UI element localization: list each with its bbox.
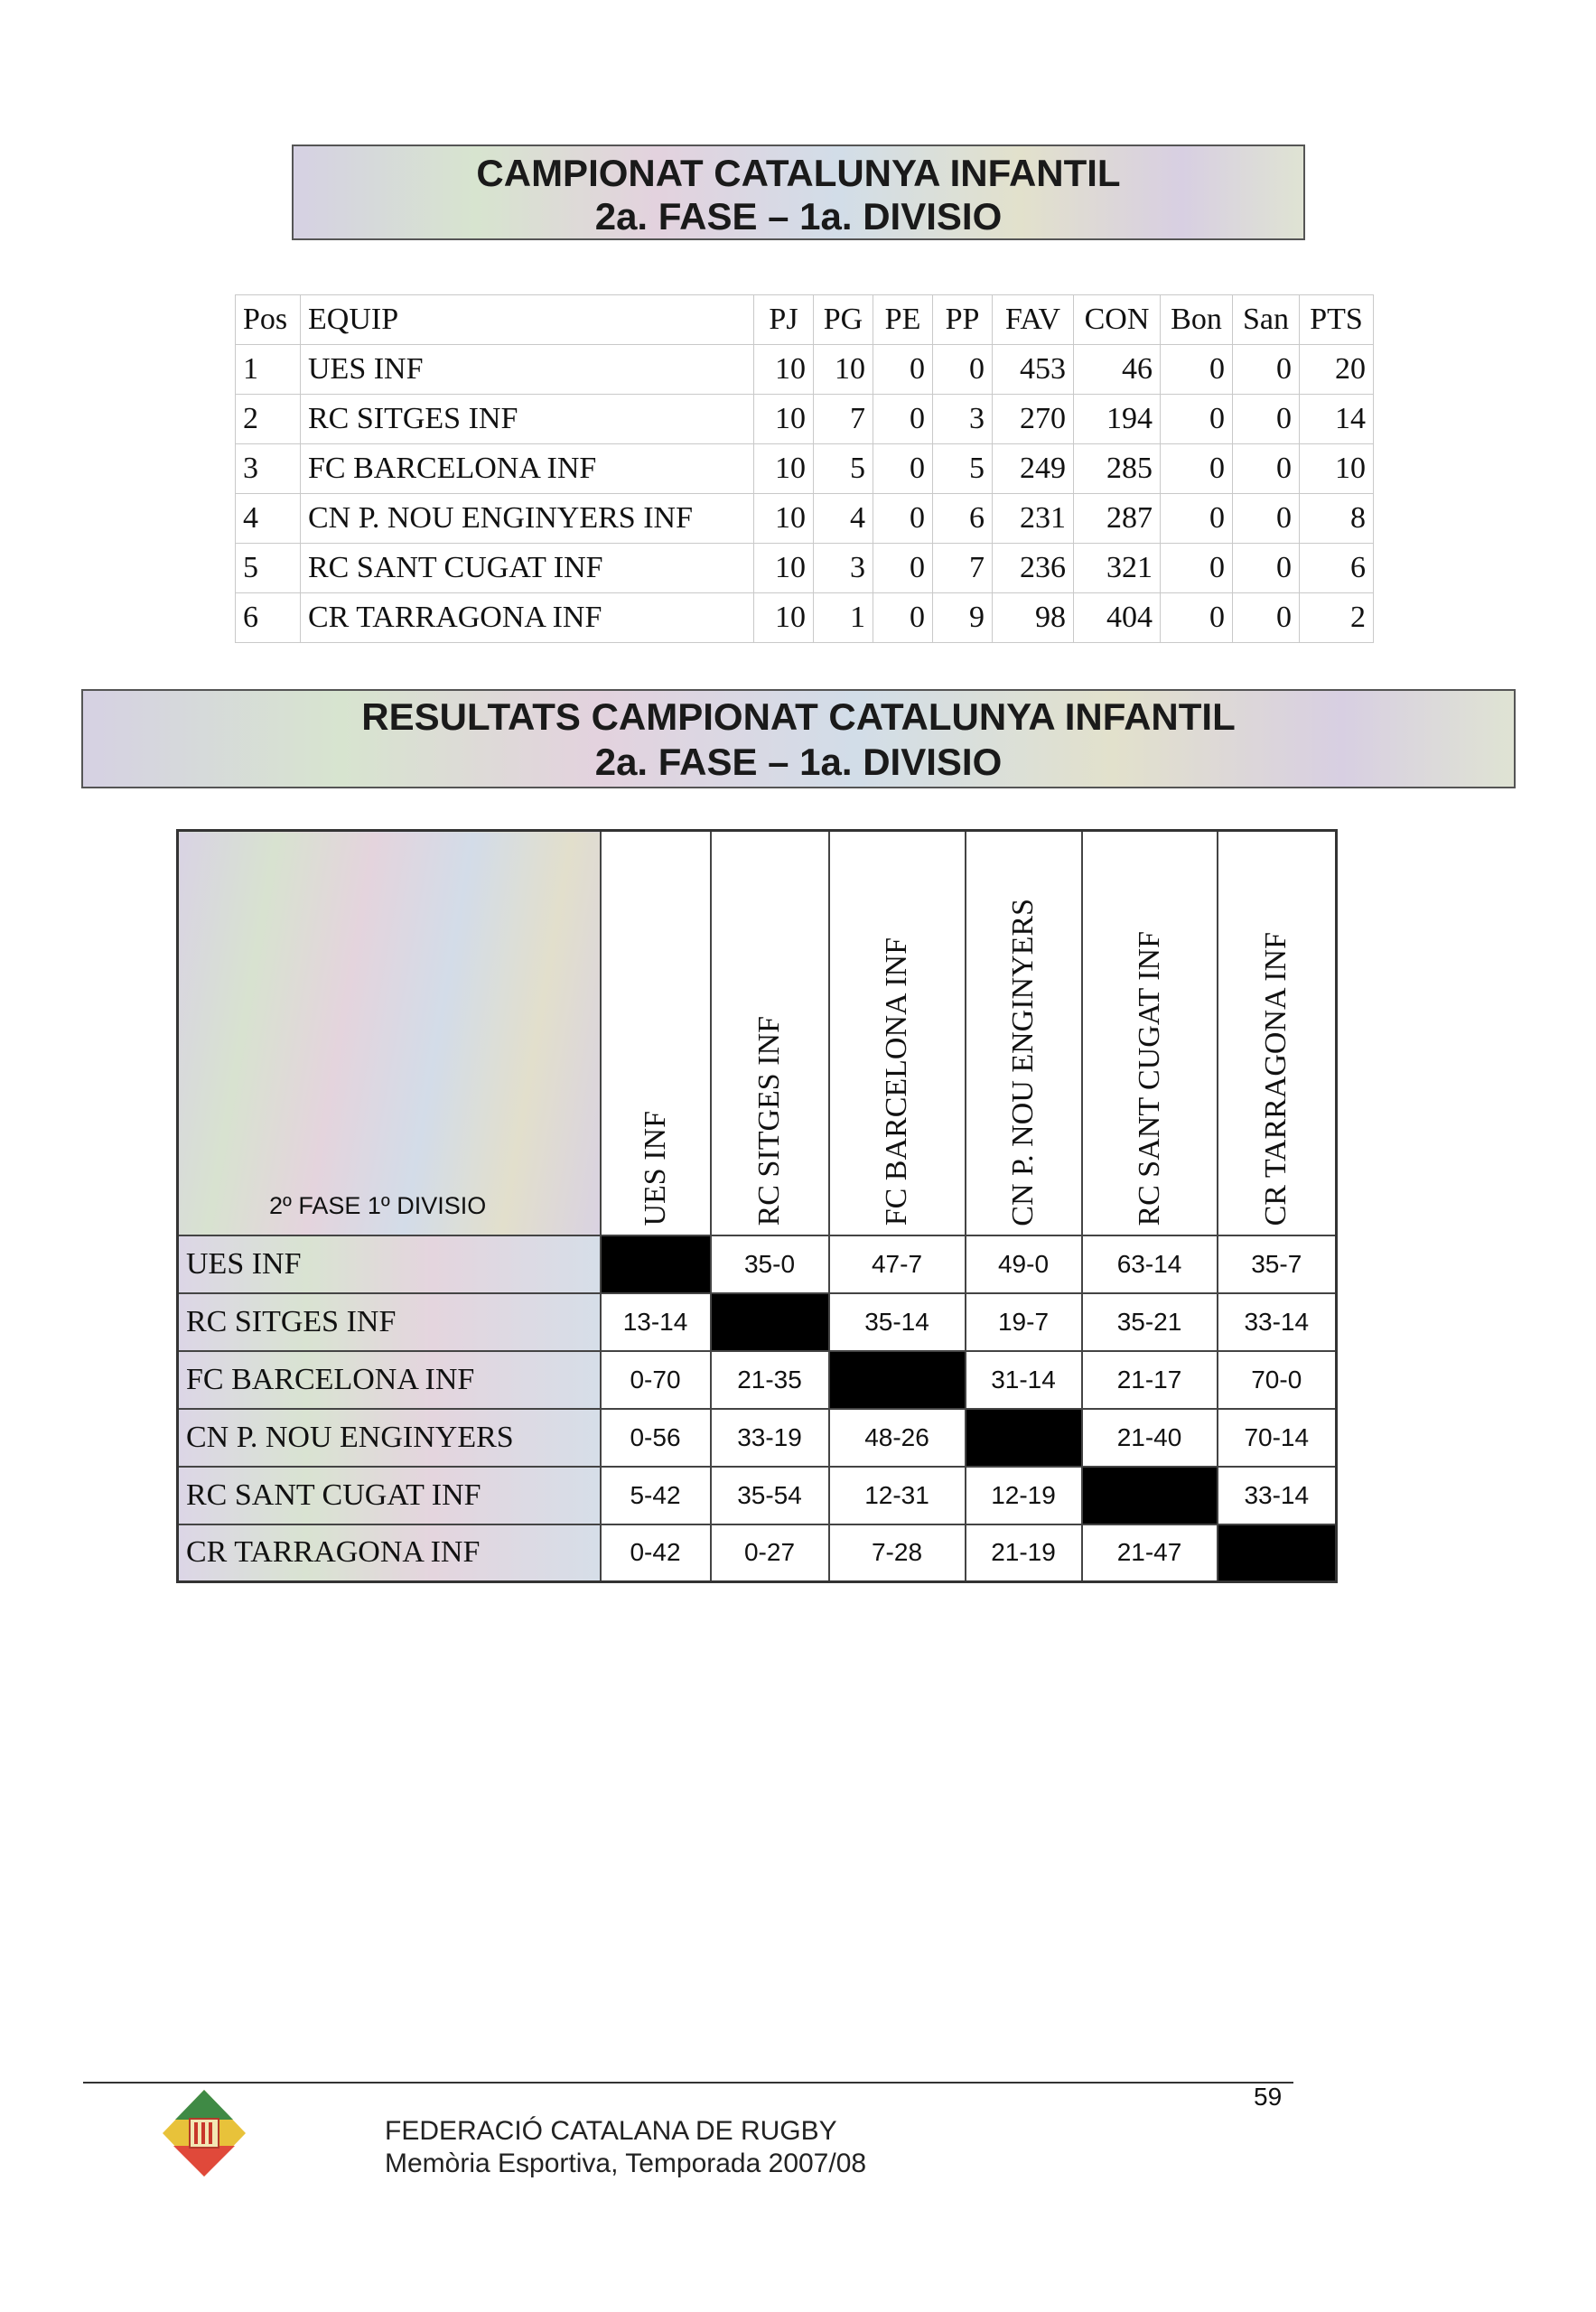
fav-cell: 270 — [993, 395, 1074, 444]
san-cell: 0 — [1233, 444, 1300, 494]
column-header — [1082, 831, 1218, 1235]
score-cell: 70-0 — [1218, 1351, 1337, 1409]
pos-cell: 3 — [236, 444, 301, 494]
header-pts: PTS — [1300, 295, 1374, 345]
pe-cell: 0 — [873, 593, 933, 643]
pj-cell: 10 — [754, 494, 814, 544]
pp-cell: 9 — [933, 593, 993, 643]
standings-row — [236, 494, 1374, 544]
score-cell: 21-35 — [711, 1351, 829, 1409]
column-header — [829, 831, 966, 1235]
score-cell: 35-14 — [829, 1293, 966, 1351]
header-bon: Bon — [1161, 295, 1233, 345]
san-cell: 0 — [1233, 494, 1300, 544]
score-cell: 33-14 — [1218, 1293, 1337, 1351]
pos-cell: 2 — [236, 395, 301, 444]
fav-cell: 98 — [993, 593, 1074, 643]
score-cell: 5-42 — [601, 1467, 711, 1524]
pos-cell: 6 — [236, 593, 301, 643]
bon-cell: 0 — [1161, 494, 1233, 544]
score-cell: 0-56 — [601, 1409, 711, 1467]
header-pg: PG — [814, 295, 873, 345]
fav-cell: 249 — [993, 444, 1074, 494]
results-title-line2: 2a. FASE – 1a. DIVISIO — [594, 741, 1003, 783]
column-header — [711, 831, 829, 1235]
score-cell: 21-17 — [1082, 1351, 1218, 1409]
row-team-label: CR TARRAGONA INF — [178, 1524, 601, 1582]
self-match-cell — [711, 1293, 829, 1351]
row-team-label: RC SITGES INF — [178, 1293, 601, 1351]
pg-cell: 5 — [814, 444, 873, 494]
score-cell: 21-40 — [1082, 1409, 1218, 1467]
fav-cell: 236 — [993, 544, 1074, 593]
pj-cell: 10 — [754, 593, 814, 643]
score-cell: 35-54 — [711, 1467, 829, 1524]
pts-cell: 20 — [1300, 345, 1374, 395]
column-header-label: RC SITGES INF — [752, 1016, 786, 1226]
header-pe: PE — [873, 295, 933, 345]
san-cell: 0 — [1233, 593, 1300, 643]
column-header-label: UES INF — [638, 1110, 672, 1226]
results-title-banner — [81, 689, 1516, 788]
pg-cell: 10 — [814, 345, 873, 395]
pg-cell: 1 — [814, 593, 873, 643]
footer-divider — [83, 2082, 1293, 2084]
column-header-label: RC SANT CUGAT INF — [1132, 930, 1166, 1226]
footer-text — [385, 2115, 866, 2180]
fav-cell: 453 — [993, 345, 1074, 395]
team-cell: UES INF — [301, 345, 754, 395]
results-matrix — [176, 829, 1338, 1583]
column-header-label: CN P. NOU ENGINYERS — [1006, 898, 1040, 1226]
self-match-cell — [601, 1235, 711, 1293]
team-cell: CR TARRAGONA INF — [301, 593, 754, 643]
pe-cell: 0 — [873, 395, 933, 444]
san-cell: 0 — [1233, 345, 1300, 395]
results-row — [178, 1524, 1337, 1582]
pos-cell: 5 — [236, 544, 301, 593]
pts-cell: 6 — [1300, 544, 1374, 593]
pp-cell: 7 — [933, 544, 993, 593]
pj-cell: 10 — [754, 544, 814, 593]
team-cell: RC SITGES INF — [301, 395, 754, 444]
score-cell: 70-14 — [1218, 1409, 1337, 1467]
score-cell: 48-26 — [829, 1409, 966, 1467]
pg-cell: 3 — [814, 544, 873, 593]
header-pp: PP — [933, 295, 993, 345]
fav-cell: 231 — [993, 494, 1074, 544]
score-cell: 47-7 — [829, 1235, 966, 1293]
score-cell: 12-19 — [966, 1467, 1082, 1524]
score-cell: 19-7 — [966, 1293, 1082, 1351]
con-cell: 194 — [1074, 395, 1161, 444]
header-san: San — [1233, 295, 1300, 345]
score-cell: 0-42 — [601, 1524, 711, 1582]
header-pj: PJ — [754, 295, 814, 345]
score-cell: 0-70 — [601, 1351, 711, 1409]
pe-cell: 0 — [873, 494, 933, 544]
bon-cell: 0 — [1161, 395, 1233, 444]
pe-cell: 0 — [873, 444, 933, 494]
standings-row — [236, 395, 1374, 444]
score-cell: 21-19 — [966, 1524, 1082, 1582]
pg-cell: 4 — [814, 494, 873, 544]
results-row — [178, 1235, 1337, 1293]
team-cell: CN P. NOU ENGINYERS INF — [301, 494, 754, 544]
standings-row — [236, 345, 1374, 395]
pts-cell: 14 — [1300, 395, 1374, 444]
standings-title-line2: 2a. FASE – 1a. DIVISIO — [594, 195, 1003, 238]
bon-cell: 0 — [1161, 544, 1233, 593]
bon-cell: 0 — [1161, 444, 1233, 494]
score-cell: 0-27 — [711, 1524, 829, 1582]
score-cell: 31-14 — [966, 1351, 1082, 1409]
standings-header-row — [236, 295, 1374, 345]
footer-org-name: FEDERACIÓ CATALANA DE RUGBY — [385, 2116, 837, 2146]
pts-cell: 8 — [1300, 494, 1374, 544]
pos-cell: 4 — [236, 494, 301, 544]
pts-cell: 2 — [1300, 593, 1374, 643]
pp-cell: 5 — [933, 444, 993, 494]
score-cell: 63-14 — [1082, 1235, 1218, 1293]
standings-title-banner — [292, 144, 1305, 240]
pj-cell: 10 — [754, 345, 814, 395]
score-cell: 35-21 — [1082, 1293, 1218, 1351]
standings-title-line1: CAMPIONAT CATALUNYA INFANTIL — [476, 152, 1121, 194]
san-cell: 0 — [1233, 395, 1300, 444]
score-cell: 33-19 — [711, 1409, 829, 1467]
pj-cell: 10 — [754, 395, 814, 444]
results-title-line1: RESULTATS CAMPIONAT CATALUNYA INFANTIL — [361, 695, 1236, 738]
con-cell: 321 — [1074, 544, 1161, 593]
score-cell: 49-0 — [966, 1235, 1082, 1293]
row-team-label: UES INF — [178, 1235, 601, 1293]
pj-cell: 10 — [754, 444, 814, 494]
con-cell: 46 — [1074, 345, 1161, 395]
self-match-cell — [1082, 1467, 1218, 1524]
team-cell: FC BARCELONA INF — [301, 444, 754, 494]
matrix-corner-label: 2º FASE 1º DIVISIO — [269, 1191, 487, 1219]
score-cell: 12-31 — [829, 1467, 966, 1524]
self-match-cell — [829, 1351, 966, 1409]
standings-table — [235, 294, 1374, 643]
pe-cell: 0 — [873, 345, 933, 395]
column-header — [1218, 831, 1337, 1235]
standings-row — [236, 544, 1374, 593]
pts-cell: 10 — [1300, 444, 1374, 494]
results-header-row — [178, 831, 1337, 1235]
pos-cell: 1 — [236, 345, 301, 395]
pg-cell: 7 — [814, 395, 873, 444]
self-match-cell — [1218, 1524, 1337, 1582]
footer-subtitle: Memòria Esportiva, Temporada 2007/08 — [385, 2149, 867, 2178]
federation-logo-icon — [159, 2088, 249, 2178]
standings-row — [236, 593, 1374, 643]
results-row — [178, 1409, 1337, 1467]
pp-cell: 3 — [933, 395, 993, 444]
column-header-label: CR TARRAGONA INF — [1259, 932, 1293, 1226]
standings-row — [236, 444, 1374, 494]
san-cell: 0 — [1233, 544, 1300, 593]
bon-cell: 0 — [1161, 593, 1233, 643]
header-team: EQUIP — [301, 295, 754, 345]
column-header — [966, 831, 1082, 1235]
pe-cell: 0 — [873, 544, 933, 593]
row-team-label: CN P. NOU ENGINYERS — [178, 1409, 601, 1467]
score-cell: 21-47 — [1082, 1524, 1218, 1582]
header-pos: Pos — [236, 295, 301, 345]
row-team-label: RC SANT CUGAT INF — [178, 1467, 601, 1524]
score-cell: 13-14 — [601, 1293, 711, 1351]
header-con: CON — [1074, 295, 1161, 345]
column-header — [601, 831, 711, 1235]
pp-cell: 6 — [933, 494, 993, 544]
results-row — [178, 1351, 1337, 1409]
self-match-cell — [966, 1409, 1082, 1467]
score-cell: 35-0 — [711, 1235, 829, 1293]
page-number: 59 — [1254, 2083, 1283, 2111]
column-header-label: FC BARCELONA INF — [880, 937, 913, 1226]
score-cell: 33-14 — [1218, 1467, 1337, 1524]
con-cell: 404 — [1074, 593, 1161, 643]
team-cell: RC SANT CUGAT INF — [301, 544, 754, 593]
score-cell: 7-28 — [829, 1524, 966, 1582]
header-fav: FAV — [993, 295, 1074, 345]
results-row — [178, 1293, 1337, 1351]
row-team-label: FC BARCELONA INF — [178, 1351, 601, 1409]
pp-cell: 0 — [933, 345, 993, 395]
bon-cell: 0 — [1161, 345, 1233, 395]
con-cell: 287 — [1074, 494, 1161, 544]
results-row — [178, 1467, 1337, 1524]
con-cell: 285 — [1074, 444, 1161, 494]
matrix-corner — [178, 831, 601, 1235]
score-cell: 35-7 — [1218, 1235, 1337, 1293]
